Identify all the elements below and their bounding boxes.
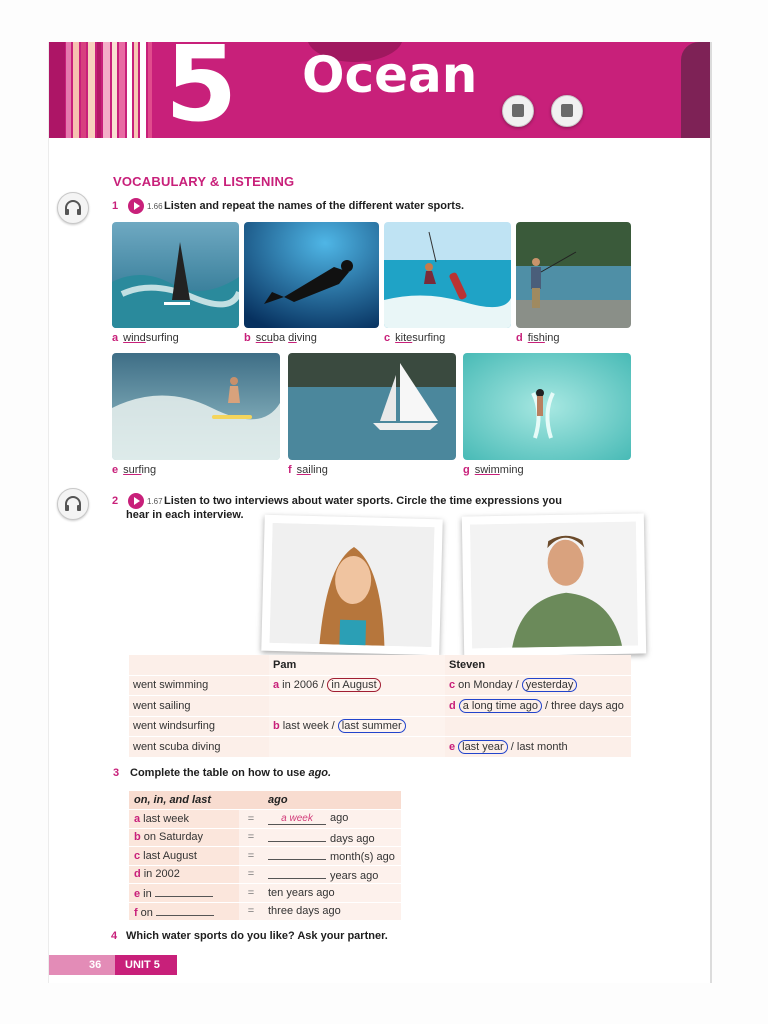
steven-cell — [445, 675, 631, 696]
exercise-instruction — [130, 766, 331, 780]
time-phrase-cell — [129, 810, 239, 829]
banner-stripe — [66, 42, 71, 138]
exercise-number: 2 — [112, 495, 119, 507]
circled-time-expression[interactable]: a long time ago — [459, 699, 542, 713]
caption-underlined: sai — [296, 464, 311, 476]
windsurfing-photo — [112, 222, 239, 328]
unit-number: 5 — [165, 42, 238, 138]
equals-sign: = — [239, 902, 263, 921]
time-phrase-cell — [129, 902, 239, 921]
circled-time-expression[interactable]: in August — [327, 678, 380, 692]
pam-cell — [269, 716, 445, 737]
caption-rest: surfing — [412, 332, 446, 344]
table-row — [129, 847, 401, 866]
activity-cell: went swimming — [129, 675, 269, 696]
sport-caption-g — [463, 464, 524, 476]
surfing-photo — [112, 353, 280, 460]
table-header-cell — [129, 655, 269, 675]
caption-underlined: surf — [123, 464, 142, 476]
pam-cell — [269, 675, 445, 696]
footer-strip — [49, 955, 115, 975]
digital-book-icon[interactable] — [551, 95, 583, 127]
pam-cell — [269, 737, 445, 758]
time-phrase-cell — [129, 847, 239, 866]
option-letter: e — [449, 740, 456, 753]
time-expression: on Monday / — [458, 679, 522, 692]
circled-time-expression[interactable]: last year — [458, 740, 508, 754]
ago-cell — [263, 865, 401, 884]
sailing-photo — [288, 353, 456, 460]
caption-underlined: di — [288, 332, 297, 344]
table-header-cell — [239, 791, 263, 810]
caption-rest: ving — [296, 332, 317, 344]
ago-cell — [263, 810, 401, 829]
time-expression: / last month — [507, 740, 568, 753]
activity-cell: went sailing — [129, 696, 269, 717]
answer-blank[interactable] — [268, 830, 326, 842]
time-phrase: last August — [143, 849, 197, 862]
option-letter: c — [449, 679, 456, 692]
ago-phrase: month(s) ago — [330, 851, 395, 864]
fishing-photo — [516, 222, 631, 328]
exercise-instruction: Which water sports do you like? Ask your partner. — [126, 930, 388, 942]
banner-stripe — [73, 42, 79, 138]
caption-rest: ing — [544, 332, 560, 344]
track-number: 1.66 — [147, 202, 163, 211]
option-letter: d — [449, 699, 456, 712]
caption-underlined: fish — [527, 332, 545, 344]
caption-letter: a — [112, 332, 119, 344]
row-letter: c — [134, 849, 141, 862]
banner-stripe — [49, 42, 65, 138]
time-expression: in 2006 / — [282, 679, 328, 692]
activity-cell: went scuba diving — [129, 737, 269, 758]
ago-phrase: days ago — [330, 832, 375, 845]
row-letter: a — [134, 812, 141, 825]
banner-stripe — [119, 42, 125, 138]
exercise-number: 1 — [112, 200, 119, 212]
sport-caption-f — [288, 464, 328, 476]
time-expression: last week / — [282, 720, 338, 733]
sport-caption-a — [112, 332, 179, 344]
answer-blank[interactable] — [155, 885, 213, 897]
caption-letter: f — [288, 464, 292, 476]
ago-cell — [263, 847, 401, 866]
banner-stripe — [103, 42, 110, 138]
table-header-row — [129, 655, 631, 675]
activity-cell: went windsurfing — [129, 716, 269, 737]
equals-sign: = — [239, 847, 263, 866]
caption-rest: ming — [499, 464, 524, 476]
time-phrase: in — [143, 888, 152, 901]
banner-stripe — [134, 42, 138, 138]
pam-photo — [261, 515, 442, 656]
time-phrase: in 2002 — [143, 868, 180, 881]
time-phrase: on Saturday — [143, 831, 204, 844]
interview-table — [129, 655, 631, 758]
scuba-diving-photo — [244, 222, 379, 328]
caption-letter: g — [463, 464, 470, 476]
answer-blank[interactable] — [268, 848, 326, 860]
table-header-cell: Pam — [269, 655, 445, 675]
row-letter: d — [134, 868, 141, 881]
ago-phrase: ten years ago — [263, 884, 401, 903]
caption-underlined: wind — [123, 332, 146, 344]
equals-sign: = — [239, 884, 263, 903]
caption-letter: e — [112, 464, 119, 476]
unit-title: Ocean — [302, 46, 478, 104]
row-letter: f — [134, 906, 138, 919]
circled-time-expression[interactable]: yesterday — [522, 678, 578, 692]
table-header-row — [129, 791, 401, 810]
caption-letter: c — [384, 332, 391, 344]
circled-time-expression[interactable]: last summer — [338, 719, 406, 733]
pam-cell — [269, 696, 445, 717]
ago-phrase: years ago — [330, 869, 379, 882]
table-row — [129, 675, 631, 696]
exercise-instruction: Listen to two interviews about water sports. Circle the time expressions you — [164, 495, 562, 507]
banner-stripe — [81, 42, 86, 138]
exercise-number: 4 — [111, 930, 118, 942]
table-row — [129, 865, 401, 884]
play-icon[interactable] — [128, 493, 144, 509]
swimming-photo — [463, 353, 631, 460]
caption-rest: ba — [272, 332, 289, 344]
section-title: VOCABULARY & LISTENING — [113, 174, 295, 189]
answer-blank[interactable] — [156, 904, 214, 916]
caption-rest: ling — [310, 464, 328, 476]
play-icon[interactable] — [128, 198, 144, 214]
banner-stripe — [112, 42, 117, 138]
instruction-emphasis: ago. — [308, 767, 332, 779]
equals-sign: = — [239, 810, 263, 829]
answer-blank[interactable] — [268, 867, 326, 879]
sport-caption-b — [244, 332, 317, 344]
time-phrase: last week — [143, 812, 189, 825]
headphones-icon[interactable] — [57, 192, 89, 224]
ago-table — [129, 791, 401, 921]
exercise-instruction: hear in each interview. — [126, 509, 244, 521]
ago-phrase: ago — [330, 812, 349, 825]
unit-banner — [49, 42, 712, 138]
caption-underlined: kite — [395, 332, 413, 344]
banner-stripe — [148, 42, 152, 138]
row-letter: b — [134, 831, 141, 844]
track-number: 1.67 — [147, 497, 163, 506]
table-header-cell: ago — [263, 791, 401, 810]
steven-cell — [445, 696, 631, 717]
headphones-icon[interactable] — [57, 488, 89, 520]
banner-stripe — [140, 42, 146, 138]
caption-underlined: scu — [255, 332, 273, 344]
table-row — [129, 716, 631, 737]
footer-unit-label: UNIT 5 — [125, 959, 160, 971]
instruction-text: Complete the table on how to use — [130, 767, 309, 779]
time-phrase: on — [140, 906, 153, 919]
page-number: 36 — [89, 959, 102, 971]
ago-cell — [263, 828, 401, 847]
sport-caption-e — [112, 464, 156, 476]
workbook-icon[interactable] — [502, 95, 534, 127]
steven-cell — [445, 737, 631, 758]
table-row — [129, 828, 401, 847]
time-phrase-cell — [129, 828, 239, 847]
table-header-cell: on, in, and last — [129, 791, 239, 810]
banner-stripe — [97, 42, 101, 138]
ago-phrase: three days ago — [263, 902, 401, 921]
equals-sign: = — [239, 865, 263, 884]
table-row — [129, 737, 631, 758]
option-letter: b — [273, 720, 280, 733]
banner-stripe — [127, 42, 132, 138]
table-row — [129, 902, 401, 921]
sport-caption-c — [384, 332, 445, 344]
table-header-cell: Steven — [445, 655, 631, 675]
time-expression: / three days ago — [541, 699, 624, 712]
banner-stripe — [88, 42, 95, 138]
row-letter: e — [134, 888, 141, 901]
equals-sign: = — [239, 828, 263, 847]
banner-edge — [681, 42, 712, 138]
caption-letter: b — [244, 332, 251, 344]
steven-cell — [445, 716, 631, 737]
sport-caption-d — [516, 332, 560, 344]
kitesurfing-photo — [384, 222, 511, 328]
textbook-page — [48, 42, 712, 983]
caption-rest: ing — [141, 464, 157, 476]
option-letter: a — [273, 679, 280, 692]
caption-underlined: swim — [474, 464, 500, 476]
steven-photo — [462, 513, 646, 656]
table-row — [129, 810, 401, 829]
table-row — [129, 884, 401, 903]
caption-letter: d — [516, 332, 523, 344]
answer-blank[interactable]: a week — [268, 813, 326, 825]
caption-rest: surfing — [145, 332, 179, 344]
time-phrase-cell — [129, 865, 239, 884]
time-phrase-cell — [129, 884, 239, 903]
table-row — [129, 696, 631, 717]
exercise-number: 3 — [113, 767, 120, 779]
exercise-instruction: Listen and repeat the names of the different water sports. — [164, 200, 465, 212]
